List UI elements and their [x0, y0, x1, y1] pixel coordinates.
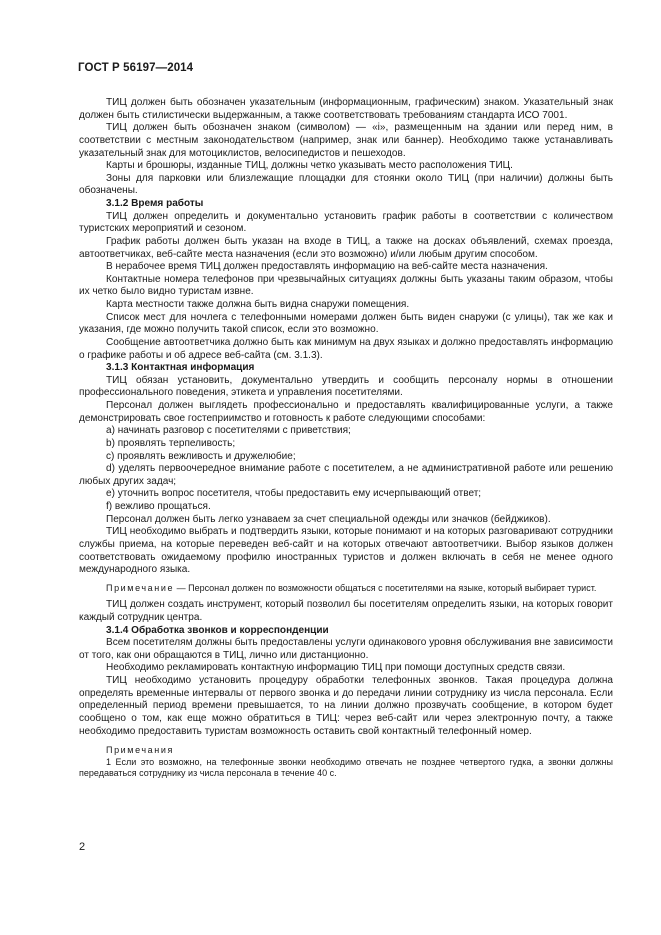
paragraph: Карты и брошюры, изданные ТИЦ, должны четко указывать место расположения ТИЦ. — [106, 160, 513, 172]
document-header: ГОСТ Р 56197—2014 — [78, 62, 194, 74]
paragraph: Персонал должен выглядеть профессионально и предоставлять квалифицированные услуги, а также демонстрировать свое гостеприимство и готовность к работе следующими способами: — [79, 400, 613, 424]
paragraph: Зоны для парковки или близлежащие площадки для стоянки около ТИЦ (при наличии) должны быть обозначены. — [79, 172, 613, 197]
paragraph: Список мест для ночлега с телефонными номерами должен быть виден снаружи (с улицы), так же как и указания, где можно получить такой список, если это возможно. — [79, 311, 613, 336]
list-item: c) проявлять вежливость и дружелюбие; — [106, 450, 296, 462]
notes-title — [79, 745, 613, 757]
paragraph: Персонал должен быть легко узнаваем за счет специальной одежды или значков (бейджиков). — [106, 513, 551, 525]
paragraph: ТИЦ должен определить и документально установить график работы в соответствии с количеством туристских мероприятий и сезоном. — [79, 210, 613, 235]
paragraph: Карта местности также должна быть видна снаружи помещения. — [106, 299, 410, 310]
note-label: Примечание — [106, 582, 175, 593]
paragraph: ТИЦ обязан установить, документально утвердить и сообщить персоналу нормы в отношении профессионального поведения, этикета и управления посетителями. — [79, 374, 613, 399]
paragraph: ТИЦ должен создать инструмент, который позволил бы посетителям определить языки, на которых говорит каждый сотрудник центра. — [79, 599, 613, 623]
notes-label: Примечания — [106, 745, 174, 756]
paragraph: Контактные номера телефонов при чрезвычайных ситуациях должны быть указаны таким образом, чтобы их четко было видно туристам извне. — [79, 273, 613, 298]
paragraph: В нерабочее время ТИЦ должен предоставлять информацию на веб-сайте места назначения. — [106, 261, 548, 273]
paragraph: ТИЦ необходимо установить процедуру обработки телефонных звонков. Такая процедура должна определять временные интервалы от первого звонка и до передачи линии сотруднику из числа персонала. Если определенный период времени превышается, то на линии должно прозвучать сообщение, в котором будет сообщено о том, как еще можно обратиться в ТИЦ: через веб-сайт или через электронную почту, а также необходимо предоставить туристам возможность оставить свой контактный телефонный номер. — [79, 675, 613, 737]
paragraph: График работы должен быть указан на входе в ТИЦ, а также на досках объявлений, схемах проезда, автоответчиках, веб-сайте места назначения (если это возможно) и/или любым другим способом. — [79, 235, 613, 260]
note-text: — Персонал должен по возможности общаться с посетителями на языке, который выбирает турист. — [174, 582, 597, 593]
paragraph: Сообщение автоответчика должно быть как минимум на двух языках и должно предоставлять информацию о графике работы и об адресе веб-сайта (см. 3.1.3). — [79, 336, 613, 361]
list-item: b) проявлять терпеливость; — [106, 437, 236, 449]
section-heading-3-1-2: 3.1.2 Время работы — [106, 198, 204, 209]
section-heading-3-1-3: 3.1.3 Контактная информация — [106, 362, 255, 374]
paragraph: Необходимо рекламировать контактную информацию ТИЦ при помощи доступных средств связи. — [106, 662, 566, 674]
section-heading-3-1-4: 3.1.4 Обработка звонков и корреспонденции — [106, 624, 329, 636]
note-item: 1 Если это возможно, на телефонные звонки необходимо отвечать не позднее четвертого гудка, а звонки должны передаваться сотруднику из числа персонала в течение 40 с. — [79, 756, 613, 779]
list-item: e) уточнить вопрос посетителя, чтобы предоставить ему исчерпывающий ответ; — [106, 488, 482, 500]
paragraph: ТИЦ должен быть обозначен указательным (информационным, графическим) знаком. Указательный знак должен быть стилистически выдержанным, а также соответствовать требованиям стандарта ИСО 7001. — [79, 97, 613, 121]
note — [79, 583, 613, 595]
paragraph: ТИЦ необходимо выбрать и подтвердить языки, которые понимают и на которых разговаривают сотрудники службы приема, на которые переведен веб-сайт и на которых отвечают автоответчики. Выбор языков должен соответствовать ожидаемому профилю иностранных туристов и должен включать в себя не менее одного международного языка. — [79, 526, 613, 576]
list-item: d) уделять первоочередное внимание работе с посетителем, а не административной работе или решению любых других задач; — [79, 463, 613, 487]
paragraph: ТИЦ должен быть обозначен знаком (символом) — «i», размещенным на здании или перед ним, в соответствии с местным законодательством (например, знак или баннер). Необходимо также устанавливать указательный знак для мотоциклистов, велосипедистов и пешеходов. — [79, 122, 613, 159]
document-body — [79, 97, 613, 780]
page-number: 2 — [79, 841, 86, 853]
list-item: f) вежливо прощаться. — [106, 501, 211, 512]
paragraph: Всем посетителям должны быть предоставлены услуги одинакового уровня обслуживания вне зависимости от того, как они обращаются в ТИЦ, лично или дистанционно. — [79, 637, 613, 661]
list-item: a) начинать разговор с посетителями с приветствия; — [106, 425, 351, 437]
